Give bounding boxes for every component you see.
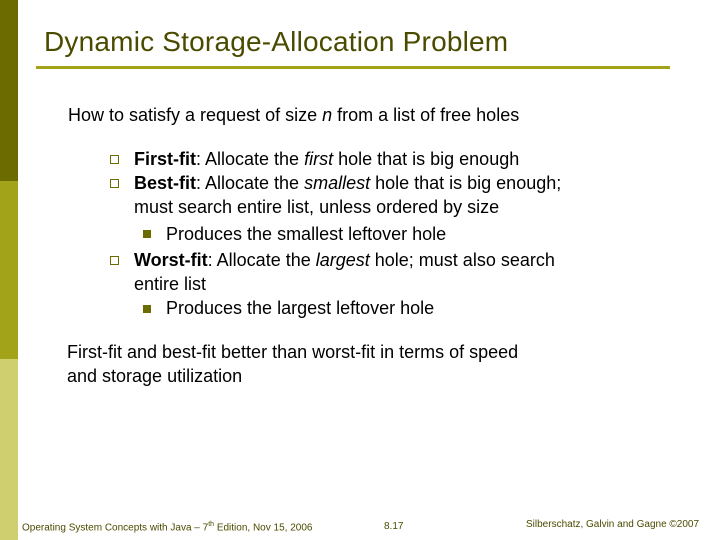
filled-square-bullet-icon [143, 305, 151, 313]
intro-text: How to satisfy a request of size n from a list of free holes [68, 105, 520, 125]
list-item-worst-fit-cont: entire list [134, 274, 207, 294]
sub-item-best-fit: Produces the smallest leftover hole [166, 224, 447, 244]
hollow-square-bullet-icon [110, 256, 119, 265]
term-first-fit: First-fit [134, 149, 196, 169]
side-band-mid [0, 181, 18, 359]
filled-square-bullet-icon [143, 230, 151, 238]
footer-copyright: Silberschatz, Galvin and Gagne ©2007 [526, 519, 700, 530]
sub-item-worst-fit: Produces the largest leftover hole [166, 298, 435, 318]
list-item-worst-fit: Worst-fit: Allocate the largest hole; must also search [134, 250, 555, 270]
hollow-square-bullet-icon [110, 155, 119, 164]
list-item-first-fit: First-fit: Allocate the first hole that is big enough [134, 149, 520, 169]
footer-book-title: Operating System Concepts with Java – 7th Edition, Nov 15, 2006 [22, 521, 313, 534]
side-band-dark [0, 0, 18, 181]
footer-page-number: 8.17 [384, 521, 404, 532]
slide-title: Dynamic Storage-Allocation Problem [44, 26, 509, 57]
side-band-light [0, 359, 18, 540]
list-item-best-fit-cont: must search entire list, unless ordered by size [134, 197, 500, 217]
term-worst-fit: Worst-fit [134, 250, 208, 270]
conclusion-text: First-fit and best-fit better than worst-fit in terms of speed and storage utilization [67, 342, 519, 386]
list-item-best-fit: Best-fit: Allocate the smallest hole that is big enough; [134, 173, 562, 193]
hollow-square-bullet-icon [110, 179, 119, 188]
title-underline [36, 66, 670, 69]
term-best-fit: Best-fit [134, 173, 196, 193]
intro-variable: n [322, 105, 333, 125]
